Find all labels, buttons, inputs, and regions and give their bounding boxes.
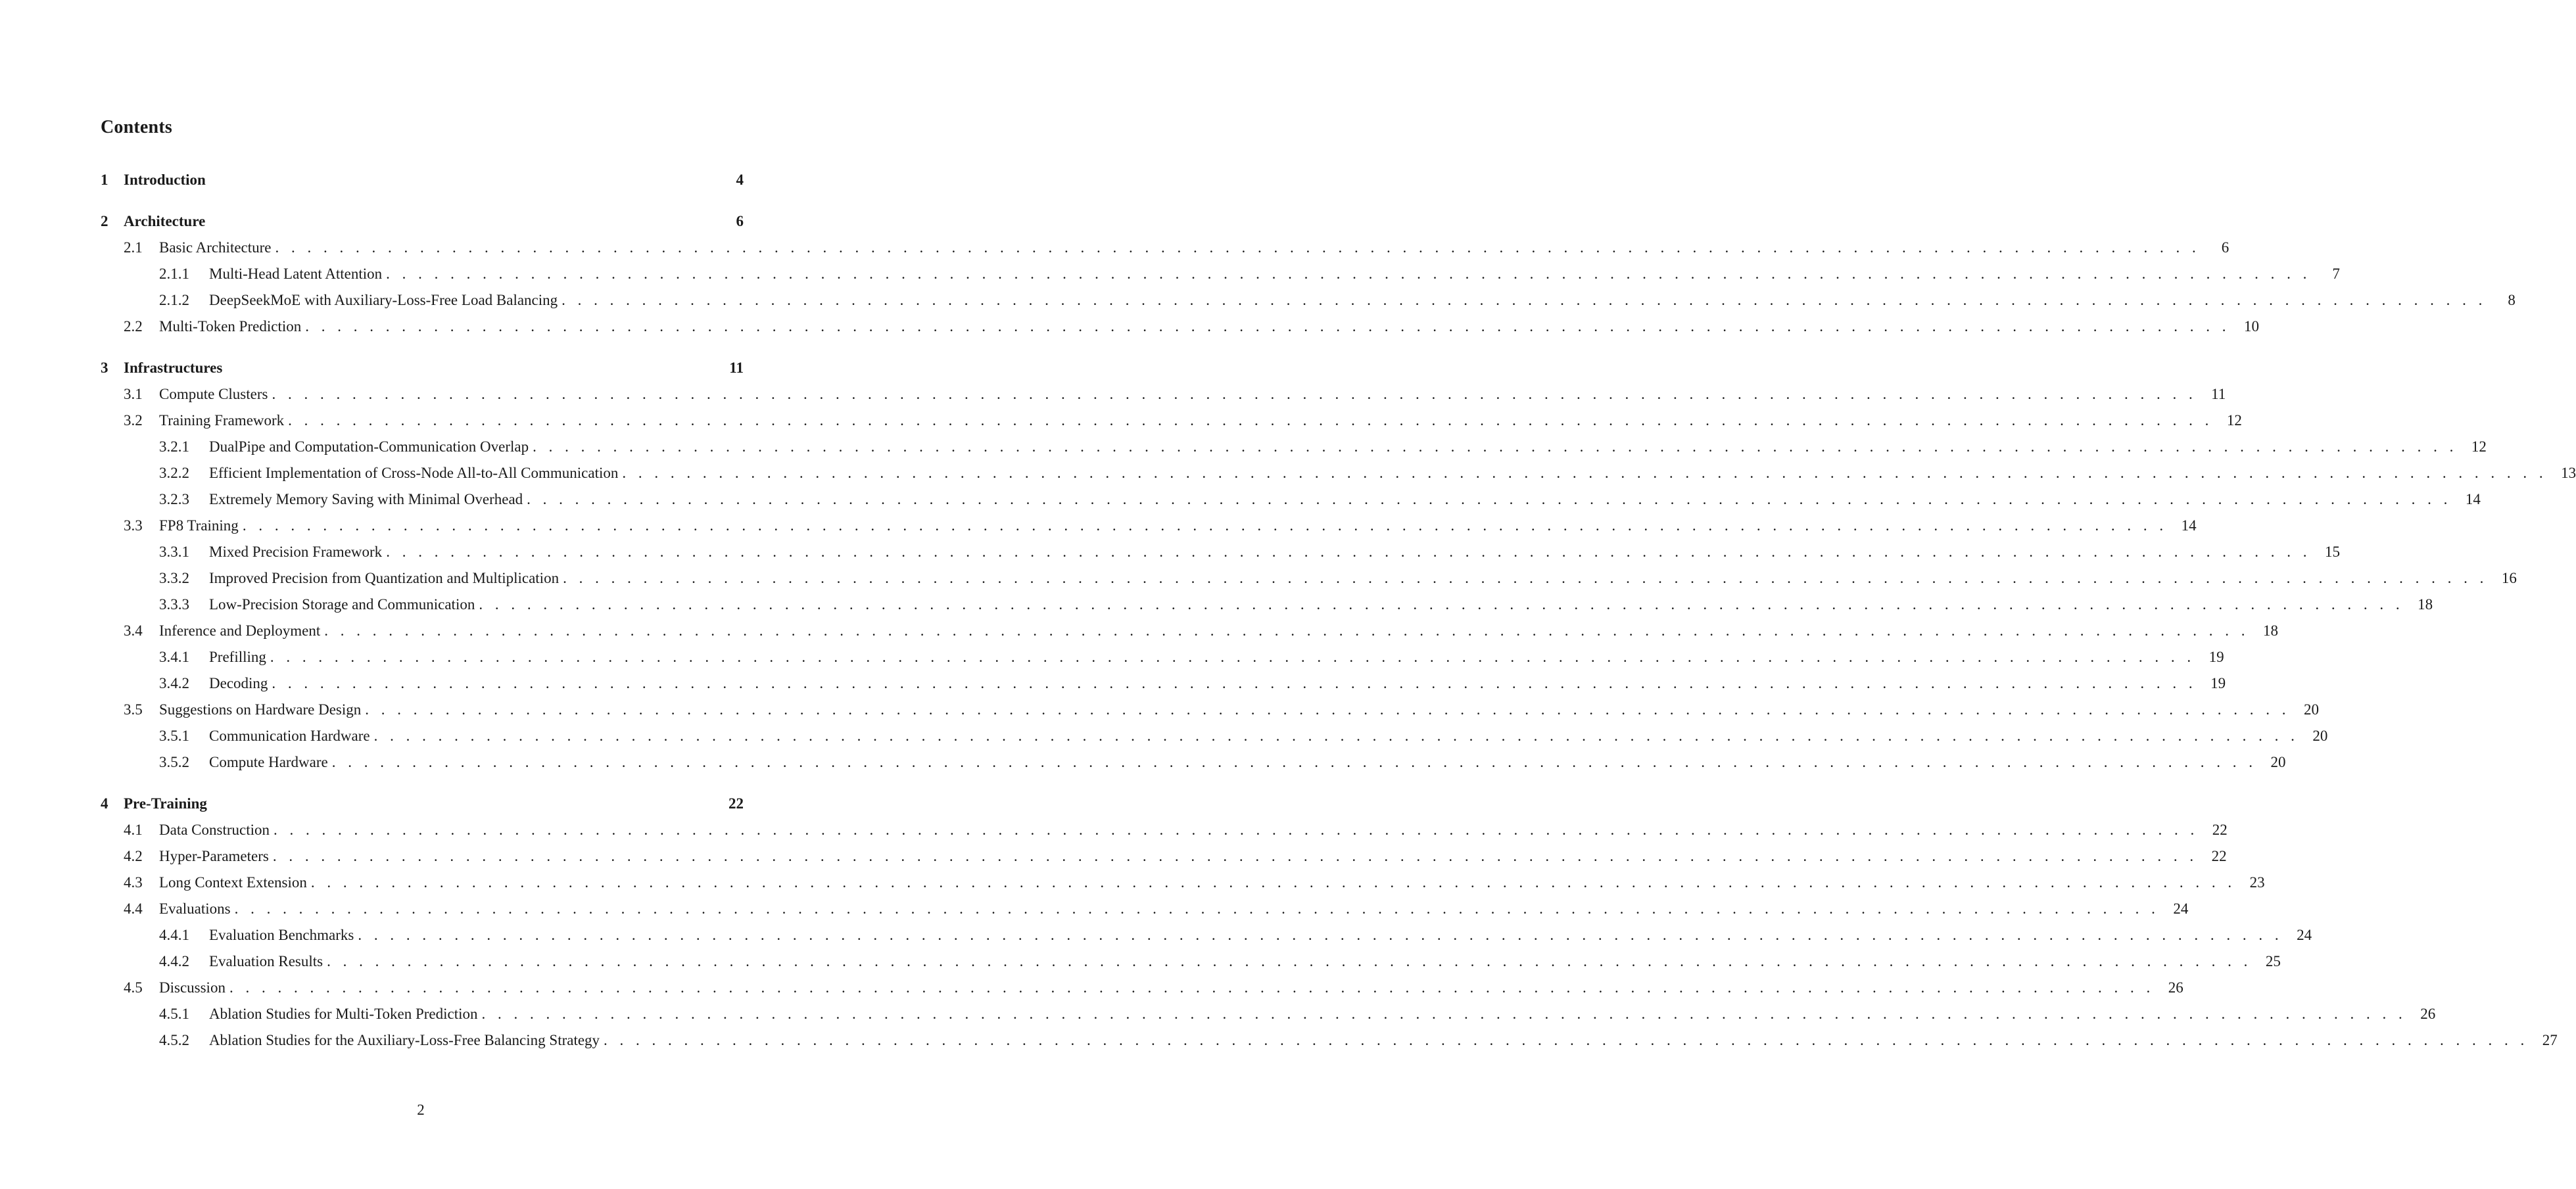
toc-entry[interactable] xyxy=(101,872,2265,894)
toc-entry[interactable] xyxy=(101,672,2226,695)
toc-entry-number: 2.1.1 xyxy=(159,266,189,282)
toc-dot-leader: . . . . . . . . . . . . . . . . . . . . . . . . . . . . . . . . . . . . . . . . . . . . . . . . . . . . . . . . . . . . . . . . . . . . . . . . . . . . . . . . . . . . . . . . . . . . . . . . . . . . . . . . . . . . . . . . . . . . . . . . xyxy=(272,386,2197,402)
toc-entry[interactable] xyxy=(101,751,2286,774)
toc-entry-page[interactable]: 23 xyxy=(2249,874,2265,891)
toc-dot-leader: . . . . . . . . . . . . . . . . . . . . . . . . . . . . . . . . . . . . . . . . . . . . . . . . . . . . . . . . . . . . . . . . . . . . . . . . . . . . . . . . . . . . . . . . . . . . . . . . . . . . . . . . . . . . . . . . . . . . . . . . xyxy=(242,517,2168,534)
toc-dot-leader: . . . . . . . . . . . . . . . . . . . . . . . . . . . . . . . . . . . . . . . . . . . . . . . . . . . . . . . . . . . . . . . . . . . . . . . . . . . . . . . . . . . . . . . . . . . . . . . . . . . . . . . . . . . . . . . . . . . . . . . . xyxy=(229,979,2155,996)
toc-entry-page[interactable]: 18 xyxy=(2262,622,2278,639)
toc-entry[interactable] xyxy=(101,725,2328,747)
toc-entry-page[interactable]: 11 xyxy=(729,360,744,376)
toc-dot-leader: . . . . . . . . . . . . . . . . . . . . . . . . . . . . . . . . . . . . . . . . . . . . . . . . . . . . . . . . . . . . . . . . . . . . . . . . . . . . . . . . . . . . . . . . . . . . . . . . . . . . . . . . . . . . . . . . . . . . . . . . xyxy=(561,292,2487,308)
toc-entry-title[interactable]: Long Context Extension xyxy=(159,874,307,891)
toc-entry-number: 3.3.3 xyxy=(159,596,189,613)
toc-entry-page[interactable]: 19 xyxy=(2208,649,2224,665)
toc-entry-page[interactable]: 6 xyxy=(736,213,744,229)
toc-entry[interactable] xyxy=(101,462,2576,484)
toc-dot-leader: . . . . . . . . . . . . . . . . . . . . . . . . . . . . . . . . . . . . . . . . . . . . . . . . . . . . . . . . . . . . . . . . . . . . . . . . . . . . . . . . . . . . . . . . . . . . . . . . . . . . . . . . . . . . . . . . . . . . . . . . xyxy=(386,544,2311,560)
toc-dot-leader: . . . . . . . . . . . . . . . . . . . . . . . . . . . . . . . . . . . . . . . . . . . . . . . . . . . . . . . . . . . . . . . . . . . . . . . . . . . . . . . . . . . . . . . . . . . . . . . . . . . . . . . . . . . . . . . . . . . . . . . . xyxy=(234,900,2160,917)
toc-entry-page[interactable]: 12 xyxy=(2471,438,2487,455)
toc-entry-title[interactable]: Inference and Deployment xyxy=(159,622,321,639)
toc-entry[interactable] xyxy=(101,620,2278,642)
toc-entry[interactable] xyxy=(101,357,744,379)
toc-entry[interactable] xyxy=(101,1003,2436,1025)
toc-entry[interactable] xyxy=(101,315,2259,338)
toc-entry-page[interactable]: 22 xyxy=(2211,848,2227,864)
toc-entry-number: 4.4.1 xyxy=(159,927,189,943)
toc-entry-title[interactable]: Extremely Memory Saving with Minimal Overhead xyxy=(209,491,523,507)
toc-entry-number: 3.5 xyxy=(124,701,143,718)
toc-dot-leader: . . . . . . . . . . . . . . . . . . . . . . . . . . . . . . . . . . . . . . . . . . . . . . . . . . . . . . . . . . . . . . . . . . . . . . . . . . . . . . . . . . . . . . . . . . . . . . . . . . . . . . . . . . . . . . . . . . . . . . . . xyxy=(533,438,2458,455)
toc-dot-leader: . . . . . . . . . . . . . . . . . . . . . . . . . . . . . . . . . . . . . . . . . . . . . . . . . . . . . . . . . . . . . . . . . . . . . . . . . . . . . . . . . . . . . . . . . . . . . . . . . . . . . . . . . . . . . . . . . . . . . . . . xyxy=(622,465,2548,481)
toc-entry-title[interactable]: Data Construction xyxy=(159,822,270,838)
toc-entry-page[interactable]: 27 xyxy=(2542,1032,2558,1048)
toc-entry-page[interactable]: 26 xyxy=(2168,979,2183,996)
toc-entry-number: 3.4 xyxy=(124,622,143,639)
toc-entry-number: 3.4.1 xyxy=(159,649,189,665)
toc-dot-leader: . . . . . . . . . . . . . . . . . . . . . . . . . . . . . . . . . . . . . . . . . . . . . . . . . . . . . . . . . . . . . . . . . . . . . . . . . . . . . . . . . . . . . . . . . . . . . . . . . . . . . . . . . . . . . . . . . . . . . . . . xyxy=(563,570,2488,586)
toc-dot-leader: . . . . . . . . . . . . . . . . . . . . . . . . . . . . . . . . . . . . . . . . . . . . . . . . . . . . . . . . . . . . . . . . . . . . . . . . . . . . . . . . . . . . . . . . . . . . . . . . . . . . . . . . . . . . . . . . . . . . . . . . xyxy=(270,649,2195,665)
toc-entry-number: 3.2.1 xyxy=(159,438,189,455)
toc-entry-page[interactable]: 22 xyxy=(728,795,744,812)
toc-entry-page[interactable]: 12 xyxy=(2226,412,2242,429)
toc-entry-number: 4.2 xyxy=(124,848,143,864)
toc-entry-page[interactable]: 20 xyxy=(2312,728,2328,744)
toc-entry-number: 3.3.1 xyxy=(159,544,189,560)
toc-entry[interactable] xyxy=(101,541,2340,563)
toc-entry-title[interactable]: Architecture xyxy=(124,213,206,229)
toc-entry-page[interactable]: 16 xyxy=(2501,570,2517,586)
toc-entry-page[interactable]: 15 xyxy=(2324,544,2340,560)
toc-entry-page[interactable]: 4 xyxy=(736,172,744,188)
toc-entry-number: 3.2 xyxy=(124,412,143,429)
toc-entry-number: 4.4.2 xyxy=(159,953,189,969)
toc-entry[interactable] xyxy=(101,898,2189,920)
toc-entry[interactable] xyxy=(101,436,2487,458)
toc-entry-title[interactable]: Communication Hardware xyxy=(209,728,370,744)
toc-entry-page[interactable]: 14 xyxy=(2465,491,2481,507)
toc-entry-number: 4.4 xyxy=(124,900,143,917)
toc-entry-number: 3 xyxy=(101,360,108,376)
toc-entry[interactable] xyxy=(101,819,2228,841)
toc-entry[interactable] xyxy=(101,793,744,815)
toc-entry[interactable] xyxy=(101,924,2312,946)
toc-entry-page[interactable]: 13 xyxy=(2561,465,2576,481)
toc-entry-number: 4 xyxy=(101,795,108,812)
toc-entry-page[interactable]: 8 xyxy=(2508,292,2516,308)
toc-dot-leader: . . . . . . . . . . . . . . . . . . . . . . . . . . . . . . . . . . . . . . . . . . . . . . . . . . . . . . . . . . . . . . . . . . . . . . . . . . . . . . . . . . . . . . . . . . . . . . . . . . . . . . . . . . . . . . . . . . . . . . . . xyxy=(274,822,2199,838)
toc-entry-title[interactable]: Decoding xyxy=(209,675,268,691)
toc-entry-page[interactable]: 24 xyxy=(2173,900,2189,917)
toc-entry[interactable] xyxy=(101,263,2340,285)
toc-dot-leader: . . . . . . . . . . . . . . . . . . . . . . . . . . . . . . . . . . . . . . . . . . . . . . . . . . . . . . . . . . . . . . . . . . . . . . . . . . . . . . . . . . . . . . . . . . . . . . . . . . . . . . . . . . . . . . . . . . . . . . . . xyxy=(358,927,2283,943)
toc-entry-title[interactable]: Hyper-Parameters xyxy=(159,848,269,864)
toc-entry-title[interactable]: Evaluations xyxy=(159,900,231,917)
toc-entry-title[interactable]: Low-Precision Storage and Communication xyxy=(209,596,475,613)
toc-entry-title[interactable]: Introduction xyxy=(124,172,206,188)
toc-entry-page[interactable]: 26 xyxy=(2420,1006,2436,1022)
toc-entry[interactable] xyxy=(101,210,744,233)
toc-entry[interactable] xyxy=(101,699,2320,721)
toc-dot-leader: . . . . . . . . . . . . . . . . . . . . . . . . . . . . . . . . . . . . . . . . . . . . . . . . . . . . . . . . . . . . . . . . . . . . . . . . . . . . . . . . . . . . . . . . . . . . . . . . . . . . . . . . . . . . . . . . . . . . . . . . xyxy=(310,874,2236,891)
toc-entry-page[interactable]: 14 xyxy=(2181,517,2197,534)
toc-dot-leader: . . . . . . . . . . . . . . . . . . . . . . . . . . . . . . . . . . . . . . . . . . . . . . . . . . . . . . . . . . . . . . . . . . . . . . . . . . . . . . . . . . . . . . . . . . . . . . . . . . . . . . . . . . . . . . . . . . . . . . . . xyxy=(288,412,2213,429)
toc-entry[interactable] xyxy=(101,169,744,191)
toc-entry-page[interactable]: 20 xyxy=(2304,701,2320,718)
toc-dot-leader: . . . . . . . . . . . . . . . . . . . . . . . . . . . . . . . . . . . . . . . . . . . . . . . . . . . . . . . . . . . . . . . . . . . . . . . . . . . . . . . . . . . . . . . . . . . . . . . . . . . . . . . . . . . . . . . . . . . . . . . . xyxy=(365,701,2291,718)
toc-entry-title[interactable]: Prefilling xyxy=(209,649,266,665)
toc-entry-page[interactable]: 25 xyxy=(2265,953,2281,969)
toc-entry-title[interactable]: DeepSeekMoE with Auxiliary-Loss-Free Load Balancing xyxy=(209,292,558,308)
toc-entry-title[interactable]: Multi-Token Prediction xyxy=(159,318,302,335)
toc-entry-page[interactable]: 20 xyxy=(2270,754,2286,770)
toc-entry-number: 2.2 xyxy=(124,318,143,335)
toc-entry-number: 3.2.3 xyxy=(159,491,189,507)
toc-entry-title[interactable]: Compute Clusters xyxy=(159,386,268,402)
toc-dot-leader: . . . . . . . . . . . . . . . . . . . . . . . . . . . . . . . . . . . . . . . . . . . . . . . . . . . . . . . . . . . . . . . . . . . . . . . . . . . . . . . . . . . . . . . . . . . . . . . . . . . . . . . . . . . . . . . . . . . . . . . . xyxy=(604,1032,2529,1048)
toc-entry-page[interactable]: 19 xyxy=(2210,675,2226,691)
toc-entry[interactable] xyxy=(101,488,2481,511)
toc-entry-number: 4.3 xyxy=(124,874,143,891)
toc-entry-number: 3.5.2 xyxy=(159,754,189,770)
toc-entry-title[interactable]: Compute Hardware xyxy=(209,754,328,770)
toc-entry[interactable] xyxy=(101,845,2227,868)
toc-entry-title[interactable]: Efficient Implementation of Cross-Node All-to-All Communication xyxy=(209,465,619,481)
page-number: 2 xyxy=(417,1102,425,1118)
toc-entry-page[interactable]: 7 xyxy=(2332,266,2340,282)
toc-entry-title[interactable]: Evaluation Results xyxy=(209,953,323,969)
toc-dot-leader: . . . . . . . . . . . . . . . . . . . . . . . . . . . . . . . . . . . . . . . . . . . . . . . . . . . . . . . . . . . . . . . . . . . . . . . . . . . . . . . . . . . . . . . . . . . . . . . . . . . . . . . . . . . . . . . . . . . . . . . . xyxy=(305,318,2230,335)
toc-entry-number: 4.5.1 xyxy=(159,1006,189,1022)
toc-entry-number: 4.5 xyxy=(124,979,143,996)
toc-dot-leader: . . . . . . . . . . . . . . . . . . . . . . . . . . . . . . . . . . . . . . . . . . . . . . . . . . . . . . . . . . . . . . . . . . . . . . . . . . . . . . . . . . . . . . . . . . . . . . . . . . . . . . . . . . . . . . . . . . . . . . . . xyxy=(275,239,2201,256)
toc-dot-leader: . . . . . . . . . . . . . . . . . . . . . . . . . . . . . . . . . . . . . . . . . . . . . . . . . . . . . . . . . . . . . . . . . . . . . . . . . . . . . . . . . . . . . . . . . . . . . . . . . . . . . . . . . . . . . . . . . . . . . . . . xyxy=(386,266,2311,282)
toc-entry-number: 3.1 xyxy=(124,386,143,402)
toc-entry-number: 2.1 xyxy=(124,239,143,256)
toc-entry-title[interactable]: Ablation Studies for the Auxiliary-Loss-Free Balancing Strategy xyxy=(209,1032,600,1048)
toc-entry[interactable] xyxy=(101,950,2281,973)
toc-entry-number: 1 xyxy=(101,172,108,188)
toc-entry-page[interactable]: 18 xyxy=(2418,596,2433,613)
toc-entry-number: 3.2.2 xyxy=(159,465,189,481)
toc-dot-leader: . . . . . . . . . . . . . . . . . . . . . . . . . . . . . . . . . . . . . . . . . . . . . . . . . . . . . . . . . . . . . . . . . . . . . . . . . . . . . . . . . . . . . . . . . . . . . . . . . . . . . . . . . . . . . . . . . . . . . . . . xyxy=(272,675,2197,691)
toc-entry-title[interactable]: Infrastructures xyxy=(124,360,223,376)
toc-entry-title[interactable]: Basic Architecture xyxy=(159,239,272,256)
toc-dot-leader: . . . . . . . . . . . . . . . . . . . . . . . . . . . . . . . . . . . . . . . . . . . . . . . . . . . . . . . . . . . . . . . . . . . . . . . . . . . . . . . . . . . . . . . . . . . . . . . . . . . . . . . . . . . . . . . . . . . . . . . . xyxy=(331,754,2257,770)
toc-entry-title[interactable]: Training Framework xyxy=(159,412,285,429)
toc-entry[interactable] xyxy=(101,646,2224,668)
toc-dot-leader: . . . . . . . . . . . . . . . . . . . . . . . . . . . . . . . . . . . . . . . . . . . . . . . . . . . . . . . . . . . . . . . . . . . . . . . . . . . . . . . . . . . . . . . . . . . . . . . . . . . . . . . . . . . . . . . . . . . . . . . . xyxy=(479,596,2404,613)
toc-entry[interactable] xyxy=(101,515,2197,537)
toc-entry[interactable] xyxy=(101,383,2226,406)
toc-dot-leader: . . . . . . . . . . . . . . . . . . . . . . . . . . . . . . . . . . . . . . . . . . . . . . . . . . . . . . . . . . . . . . . . . . . . . . . . . . . . . . . . . . . . . . . . . . . . . . . . . . . . . . . . . . . . . . . . . . . . . . . . xyxy=(373,728,2299,744)
toc-dot-leader: . . . . . . . . . . . . . . . . . . . . . . . . . . . . . . . . . . . . . . . . . . . . . . . . . . . . . . . . . . . . . . . . . . . . . . . . . . . . . . . . . . . . . . . . . . . . . . . . . . . . . . . . . . . . . . . . . . . . . . . . xyxy=(327,953,2252,969)
toc-entry-title[interactable]: FP8 Training xyxy=(159,517,239,534)
toc-entry-title[interactable]: Suggestions on Hardware Design xyxy=(159,701,362,718)
toc-entry[interactable] xyxy=(101,594,2433,616)
toc-entry-number: 2.1.2 xyxy=(159,292,189,308)
toc-entry[interactable] xyxy=(101,1029,2558,1052)
toc-entry-number: 3.3.2 xyxy=(159,570,189,586)
toc-entry-page[interactable]: 6 xyxy=(2221,239,2230,256)
toc-entry[interactable] xyxy=(101,409,2242,432)
toc-entry-page[interactable]: 10 xyxy=(2243,318,2259,335)
toc-entry-page[interactable]: 24 xyxy=(2297,927,2312,943)
toc-dot-leader: . . . . . . . . . . . . . . . . . . . . . . . . . . . . . . . . . . . . . . . . . . . . . . . . . . . . . . . . . . . . . . . . . . . . . . . . . . . . . . . . . . . . . . . . . . . . . . . . . . . . . . . . . . . . . . . . . . . . . . . . xyxy=(324,622,2249,639)
toc-entry-title[interactable]: Evaluation Benchmarks xyxy=(209,927,354,943)
toc-dot-leader: . . . . . . . . . . . . . . . . . . . . . . . . . . . . . . . . . . . . . . . . . . . . . . . . . . . . . . . . . . . . . . . . . . . . . . . . . . . . . . . . . . . . . . . . . . . . . . . . . . . . . . . . . . . . . . . . . . . . . . . . xyxy=(272,848,2198,864)
toc-entry-title[interactable]: Ablation Studies for Multi-Token Prediction xyxy=(209,1006,478,1022)
toc-entry-page[interactable]: 11 xyxy=(2211,386,2226,402)
toc-entry-number: 4.1 xyxy=(124,822,143,838)
toc-entry-title[interactable]: Multi-Head Latent Attention xyxy=(209,266,383,282)
toc-entry-number: 3.5.1 xyxy=(159,728,189,744)
toc-entry[interactable] xyxy=(101,237,2230,259)
toc-entry-title[interactable]: Discussion xyxy=(159,979,226,996)
page-title: Contents xyxy=(101,117,172,137)
toc-entry-number: 2 xyxy=(101,213,108,229)
toc-entry[interactable] xyxy=(101,977,2183,999)
toc-entry[interactable] xyxy=(101,567,2517,590)
toc-entry-title[interactable]: Improved Precision from Quantization and Multiplication xyxy=(209,570,560,586)
toc-entry[interactable] xyxy=(101,289,2516,312)
toc-dot-leader: . . . . . . . . . . . . . . . . . . . . . . . . . . . . . . . . . . . . . . . . . . . . . . . . . . . . . . . . . . . . . . . . . . . . . . . . . . . . . . . . . . . . . . . . . . . . . . . . . . . . . . . . . . . . . . . . . . . . . . . . xyxy=(527,491,2452,507)
toc-entry-title[interactable]: Mixed Precision Framework xyxy=(209,544,383,560)
toc-entry-title[interactable]: DualPipe and Computation-Communication Overlap xyxy=(209,438,529,455)
toc-dot-leader: . . . . . . . . . . . . . . . . . . . . . . . . . . . . . . . . . . . . . . . . . . . . . . . . . . . . . . . . . . . . . . . . . . . . . . . . . . . . . . . . . . . . . . . . . . . . . . . . . . . . . . . . . . . . . . . . . . . . . . . . xyxy=(481,1006,2407,1022)
toc-entry-number: 3.4.2 xyxy=(159,675,189,691)
toc-entry-number: 3.3 xyxy=(124,517,143,534)
toc-entry-title[interactable]: Pre-Training xyxy=(124,795,207,812)
toc-entry-number: 4.5.2 xyxy=(159,1032,189,1048)
toc-entry-page[interactable]: 22 xyxy=(2212,822,2228,838)
